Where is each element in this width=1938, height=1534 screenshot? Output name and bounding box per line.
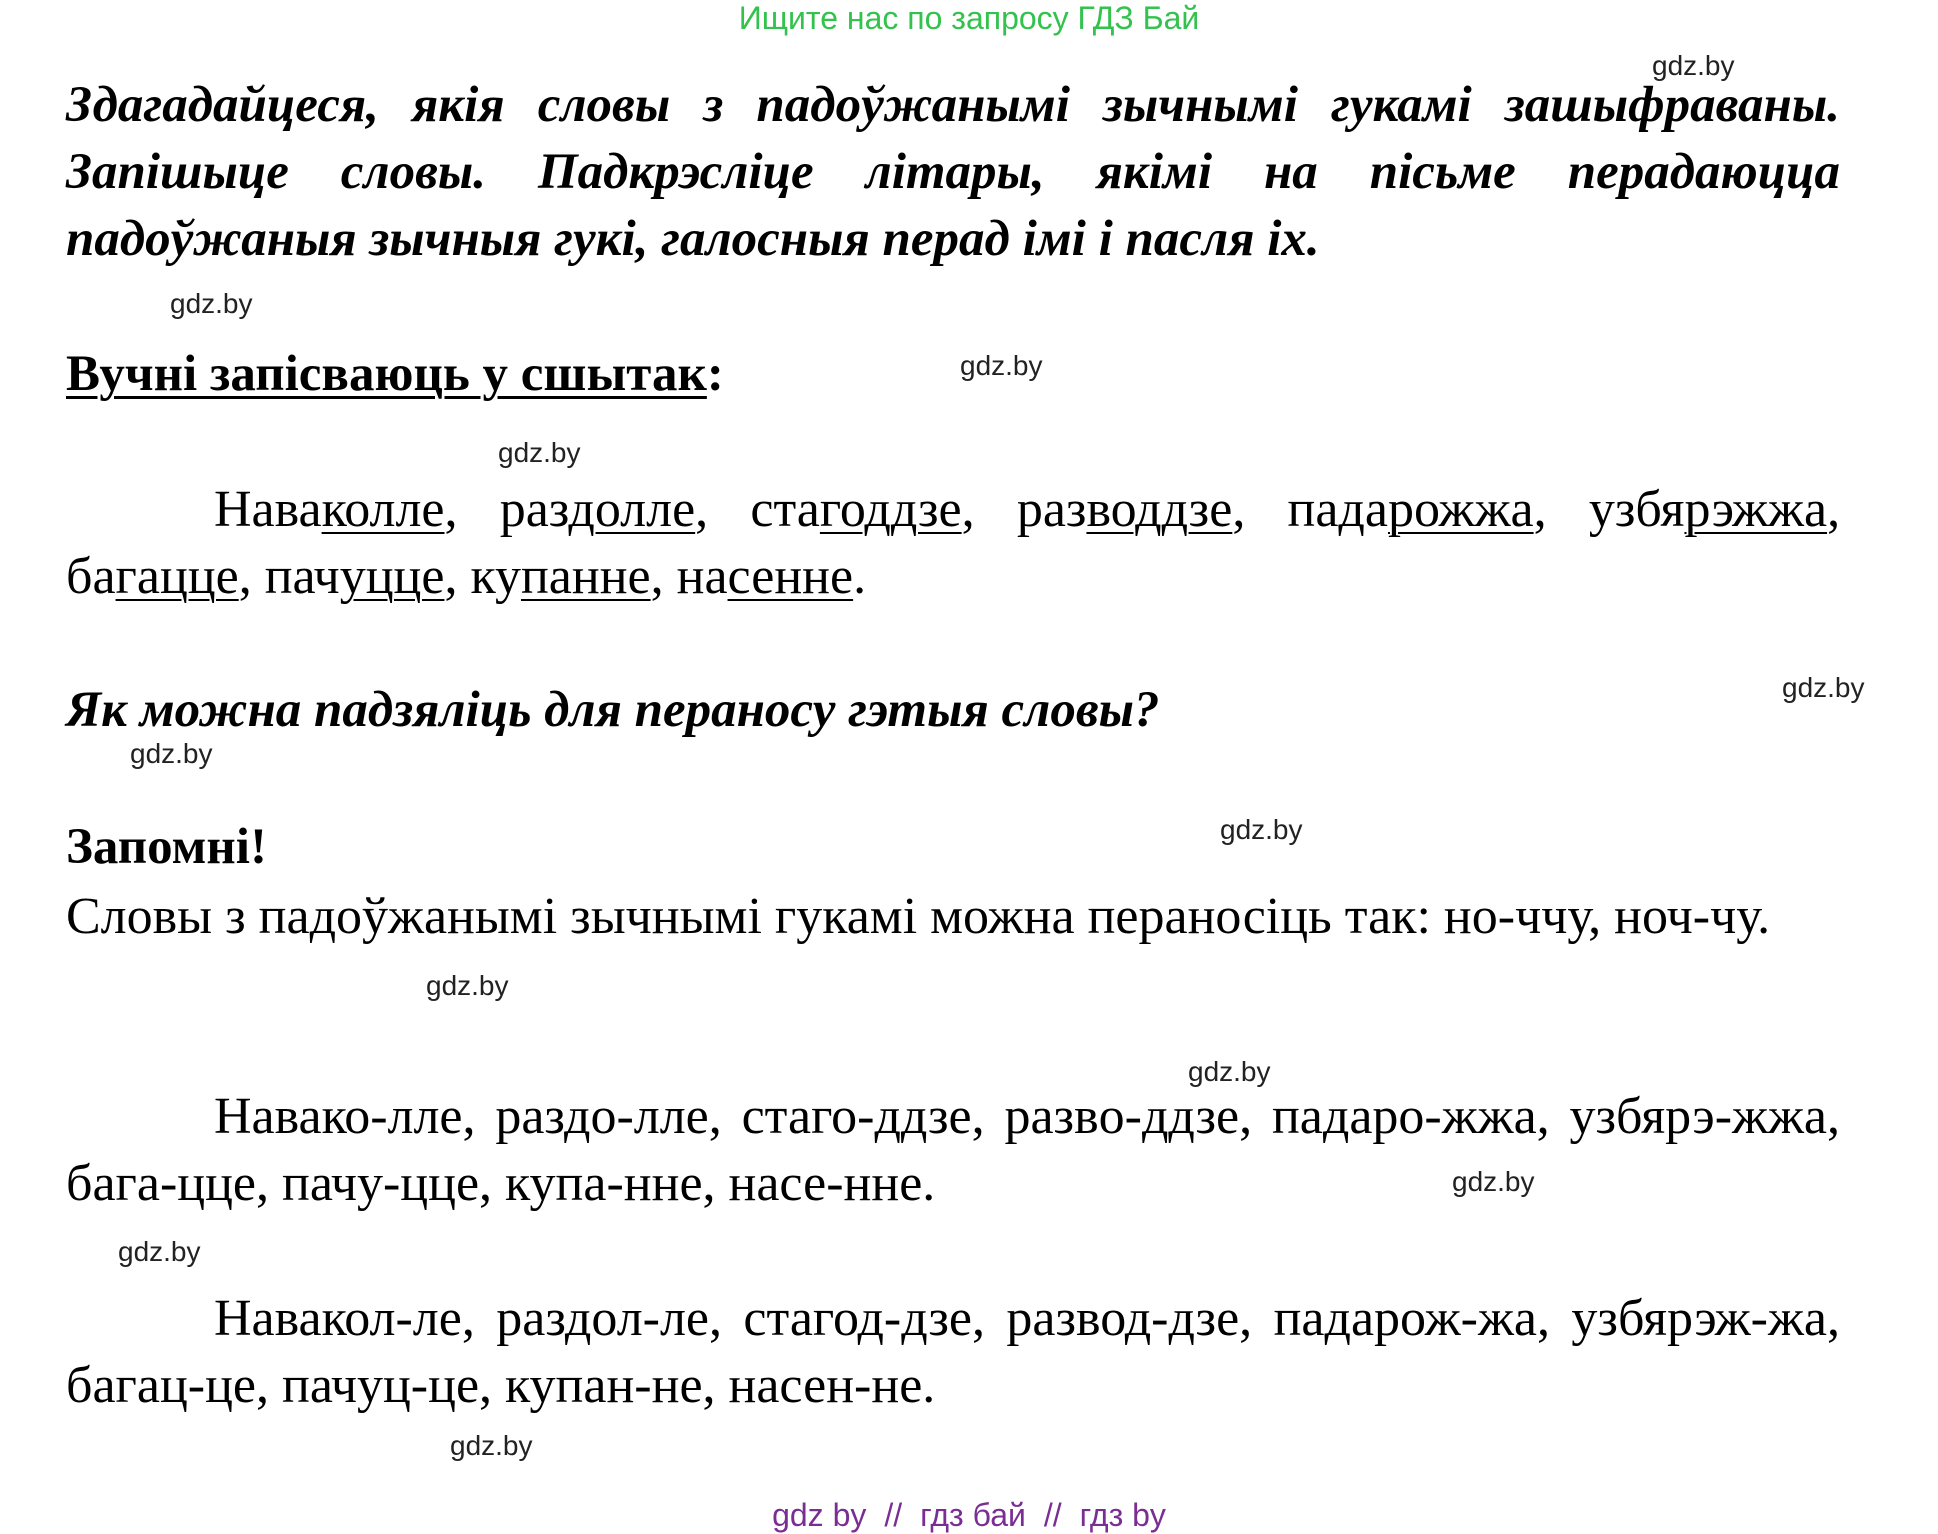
remember-title: Запомні! (66, 819, 267, 875)
watermark: gdz.by (426, 970, 509, 1001)
word-prefix: ку (470, 548, 521, 605)
watermark: gdz.by (118, 1236, 201, 1267)
heading-text: Вучні запісваюць у сшытак (66, 346, 707, 402)
word-item (500, 481, 751, 538)
word-item (677, 548, 866, 605)
underlined-letters: рэжжа (1684, 481, 1828, 538)
footer-separator: // (1043, 1497, 1062, 1533)
task-text: Здагадайцеся, якія словы з падоўжанымі зычнымі гукамі зашыфраваны. Запішыце словы. Падкрэсліце літары, якімі на пісьме перадаюцца падоўжаныя зычныя гукі, галосныя перад імі і пасля іх. (66, 77, 1840, 267)
watermark: gdz.by (1188, 1056, 1271, 1087)
word-item (1288, 481, 1589, 538)
word-item (66, 548, 265, 605)
underlined-words-paragraph (66, 476, 1840, 610)
word-item (214, 481, 500, 538)
watermark: gdz.by (960, 350, 1043, 381)
underlined-letters: гацце (115, 548, 239, 605)
word-punctuation: , (1232, 481, 1288, 538)
watermark: gdz.by (1220, 814, 1303, 845)
footer-links (0, 1497, 1938, 1534)
watermark: gdz.by (1652, 50, 1735, 81)
word-item (265, 548, 471, 605)
word-item (1017, 481, 1288, 538)
word-punctuation: , (695, 481, 751, 538)
underlined-letters: уцце (339, 548, 445, 605)
word-punctuation: . (853, 548, 867, 605)
word-prefix: узбя (1588, 481, 1685, 538)
word-prefix: на (676, 548, 728, 605)
word-prefix: раз (499, 481, 569, 538)
watermark: gdz.by (1452, 1166, 1535, 1197)
watermark: gdz.by (450, 1430, 533, 1461)
hyphenation-variant-1: Навако-лле, раздо-лле, стаго-ддзе, развo-ддзе, падаро-жжа, узбярэ-жжа, бага-цце, пачу-цце, купа-нне, насе-нне. (66, 1088, 1840, 1212)
word-punctuation: , (650, 548, 677, 605)
underlined-letters: воддзе (1086, 481, 1233, 538)
footer-link-gdz-by-cyr[interactable]: гдз by (1079, 1497, 1166, 1533)
word-punctuation: , (444, 548, 471, 605)
word-prefix: ста (750, 481, 820, 538)
watermark: gdz.by (130, 738, 213, 769)
footer-link-gdz-by[interactable]: gdz by (772, 1497, 867, 1533)
word-prefix: раз (1016, 481, 1087, 538)
hyphenation-variant-2: Навакол-ле, раздол-ле, стагод-дзе, развод-дзе, падарож-жа, узбярэж-жа, багац-це, пачуц-це, купан-не, насен-не. (66, 1290, 1840, 1414)
watermark: gdz.by (170, 288, 253, 319)
underlined-letters: рожжа (1387, 481, 1534, 538)
watermark: gdz.by (1782, 672, 1865, 703)
word-prefix: пач (264, 548, 340, 605)
question-text: Як можна падзяліць для пераносу гэтыя словы? (66, 682, 1160, 738)
section-heading (66, 344, 724, 404)
word-prefix: Нава (214, 481, 322, 538)
underlined-letters: сенне (727, 548, 854, 605)
word-prefix: ба (66, 548, 116, 605)
word-punctuation: , (444, 481, 500, 538)
word-prefix: пада (1287, 481, 1388, 538)
footer-link-gdz-bai[interactable]: гдз бай (920, 1497, 1026, 1533)
underlined-letters: годдзе (819, 481, 962, 538)
heading-colon: : (706, 346, 724, 402)
underlined-letters: долле (568, 481, 696, 538)
word-item (1589, 481, 1840, 538)
word-punctuation: , (1827, 481, 1841, 538)
word-item (470, 548, 676, 605)
underlined-letters: колле (321, 481, 445, 538)
remember-rule: Словы з падоўжанымі зычнымі гукамі можна пераносіць так: но-ччу, ноч-чу. (66, 888, 1771, 945)
watermark: gdz.by (498, 437, 581, 468)
word-punctuation: , (961, 481, 1017, 538)
word-item (750, 481, 1016, 538)
footer-separator: // (884, 1497, 903, 1533)
search-banner: Ищите нас по запросу ГДЗ Бай (738, 0, 1200, 36)
word-punctuation: , (1533, 481, 1589, 538)
word-punctuation: , (238, 548, 265, 605)
underlined-letters: панне (520, 548, 651, 605)
